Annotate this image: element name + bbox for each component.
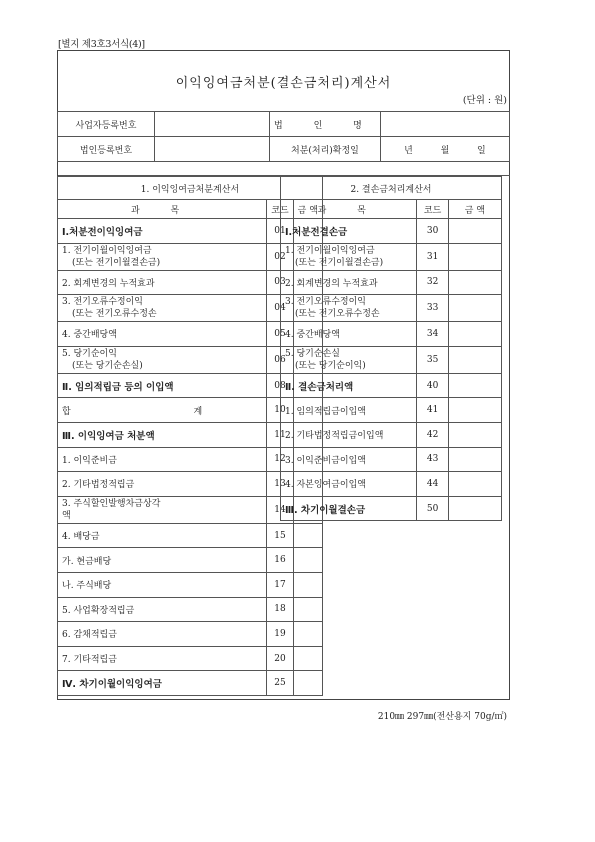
confirm-date-field[interactable] <box>380 137 509 162</box>
row-subject <box>58 671 267 696</box>
row-subject-label: Ⅱ. 결손금처리액 <box>285 381 354 393</box>
row-code: 13 <box>267 472 293 497</box>
row-code: 30 <box>417 219 448 244</box>
row-code: 40 <box>417 373 448 398</box>
row-amount-field[interactable] <box>448 346 501 373</box>
row-subject-sublabel: (또는 전기이월결손금) <box>72 257 161 268</box>
confirm-date-label: 처분(처리)확정일 <box>270 137 381 162</box>
day-label: 일 <box>477 145 486 156</box>
row-subject <box>281 398 417 423</box>
row-subject-sublabel: 액 <box>62 510 71 521</box>
corp-reg-no-field[interactable] <box>154 137 269 162</box>
row-subject-label: 6. 감채적립금 <box>62 630 117 641</box>
row-subject <box>281 472 417 497</box>
corp-name-field[interactable] <box>380 112 509 137</box>
row-code: 02 <box>267 243 293 270</box>
spacer-row <box>58 162 510 176</box>
row-amount-field[interactable] <box>448 295 501 322</box>
row-code: 42 <box>417 422 448 447</box>
row-subject <box>281 322 417 347</box>
row-subject-sublabel: (또는 전기이월결손금) <box>295 257 384 268</box>
row-subject-label: 2. 기타법정적립금 <box>62 480 135 491</box>
row-subject <box>58 548 267 573</box>
row-subject-label: 5. 사업확장적립금 <box>62 605 135 616</box>
row-subject-label: 4. 중간배당액 <box>285 330 340 341</box>
corp-reg-no-label: 법인등록번호 <box>58 137 155 162</box>
row-code: 41 <box>417 398 448 423</box>
row-subject <box>58 295 267 322</box>
table-row <box>281 219 502 244</box>
table-row <box>58 523 323 548</box>
table-row <box>281 398 502 423</box>
row-subject-label: 3. 이익준비금이입액 <box>285 455 367 466</box>
row-code: 01 <box>267 219 293 244</box>
row-subject <box>58 523 267 548</box>
row-code: 17 <box>267 572 293 597</box>
row-subject <box>281 270 417 295</box>
row-subject <box>58 646 267 671</box>
row-subject <box>58 422 267 447</box>
right-col-amount: 금 액 <box>448 200 501 219</box>
row-subject-label: 1. 임의적립금이입액 <box>285 406 367 417</box>
form-label: [별지 제3호3서식(4)] <box>58 39 145 50</box>
row-subject-label: Ⅲ. 이익잉여금 처분액 <box>62 430 155 442</box>
row-subject-label: 5. 당기순손실 <box>285 348 340 359</box>
row-code: 05 <box>267 322 293 347</box>
table-row <box>281 496 502 521</box>
row-amount-field[interactable] <box>448 219 501 244</box>
row-subject-label: 3. 전기오류수정이익 <box>285 297 367 308</box>
row-subject-label: Ⅳ. 차기이월이익잉여금 <box>62 679 162 691</box>
deficit-disposition-table <box>280 176 502 521</box>
row-code: 14 <box>267 496 293 523</box>
row-code: 08 <box>267 373 293 398</box>
row-subject-label: 2. 기타법정적립금이입액 <box>285 431 384 442</box>
row-amount-field[interactable] <box>448 243 501 270</box>
row-subject-label: 3. 주식할인발행차금상각 <box>62 498 161 509</box>
row-code: 04 <box>267 295 293 322</box>
right-col-code: 코드 <box>417 200 448 219</box>
row-amount-field[interactable] <box>448 447 501 472</box>
right-col-subject: 과 목 <box>281 200 417 219</box>
table-row <box>281 270 502 295</box>
row-amount-field[interactable] <box>293 572 322 597</box>
left-section-title: 1. 이익잉여금처분계산서 <box>58 177 323 200</box>
table-row <box>58 548 323 573</box>
table-row <box>58 597 323 622</box>
row-amount-field[interactable] <box>293 523 322 548</box>
row-subject-label: 7. 기타적립금 <box>62 655 117 666</box>
row-amount-field[interactable] <box>448 472 501 497</box>
row-subject <box>58 243 267 270</box>
row-subject-label: 2. 회계변경의 누적효과 <box>62 278 155 289</box>
row-code: 20 <box>267 646 293 671</box>
row-subject <box>58 572 267 597</box>
row-code: 34 <box>417 322 448 347</box>
row-subject-label: 1. 이익준비금 <box>62 455 117 466</box>
table-row <box>281 322 502 347</box>
business-reg-no-field[interactable] <box>154 112 269 137</box>
unit-label: (단위 : 원) <box>462 95 507 106</box>
row-subject-label: 가. 현금배당 <box>62 556 112 567</box>
row-amount-field[interactable] <box>293 597 322 622</box>
row-subject-label: 1. 전기이월이익잉여금 <box>285 245 375 256</box>
row-subject <box>281 295 417 322</box>
identity-table <box>57 111 510 176</box>
row-subject <box>58 219 267 244</box>
row-subject-label: Ⅲ. 차기이월결손금 <box>285 504 366 516</box>
row-subject-sublabel: (또는 전기오류수정손 <box>72 309 157 320</box>
table-row <box>281 295 502 322</box>
row-subject-label: 3. 전기오류수정이익 <box>62 297 144 308</box>
row-code: 32 <box>417 270 448 295</box>
row-subject <box>281 373 417 398</box>
row-subject <box>281 243 417 270</box>
left-col-subject: 과 목 <box>58 200 267 219</box>
business-reg-no-label: 사업자등록번호 <box>58 112 155 137</box>
row-code: 25 <box>267 671 293 696</box>
row-subject <box>58 373 267 398</box>
row-subject-label: 4. 배당금 <box>62 532 100 543</box>
row-subject <box>281 447 417 472</box>
row-subject-label: 합 계 <box>62 406 263 417</box>
row-code: 15 <box>267 523 293 548</box>
row-amount-field[interactable] <box>448 496 501 521</box>
row-code: 50 <box>417 496 448 521</box>
row-code: 11 <box>267 422 293 447</box>
row-code: 35 <box>417 346 448 373</box>
row-subject <box>58 496 267 523</box>
row-code: 12 <box>267 447 293 472</box>
row-code: 43 <box>417 447 448 472</box>
row-subject-label: 나. 주식배당 <box>62 581 112 592</box>
table-row <box>58 646 323 671</box>
row-subject-sublabel: (또는 당기순이익) <box>295 360 366 371</box>
row-amount-field[interactable] <box>448 270 501 295</box>
row-subject-label: Ⅰ.처분전이익잉여금 <box>62 226 143 238</box>
row-code: 31 <box>417 243 448 270</box>
table-row <box>58 622 323 647</box>
row-subject-sublabel: (또는 전기오류수정손 <box>295 309 380 320</box>
month-label: 월 <box>440 145 450 156</box>
row-amount-field[interactable] <box>448 373 501 398</box>
row-subject-label: 1. 전기이월이익잉여금 <box>62 245 152 256</box>
row-subject <box>58 622 267 647</box>
row-code: 03 <box>267 270 293 295</box>
row-subject <box>58 398 267 423</box>
left-col-amount: 금 액 <box>293 200 322 219</box>
year-label: 년 <box>404 145 413 156</box>
table-row <box>281 346 502 373</box>
row-code: 19 <box>267 622 293 647</box>
row-subject-label: 2. 회계변경의 누적효과 <box>285 278 378 289</box>
row-subject <box>58 472 267 497</box>
row-subject <box>281 422 417 447</box>
table-row <box>58 671 323 696</box>
table-row <box>281 447 502 472</box>
table-row <box>58 572 323 597</box>
table-row <box>281 373 502 398</box>
row-code: 16 <box>267 548 293 573</box>
row-subject <box>58 447 267 472</box>
row-subject-sublabel: (또는 당기순손실) <box>72 360 143 371</box>
row-code: 06 <box>267 346 293 373</box>
row-amount-field[interactable] <box>293 671 322 696</box>
row-subject-label: 4. 자본잉여금이입액 <box>285 480 367 491</box>
row-subject <box>58 270 267 295</box>
left-col-code: 코드 <box>267 200 293 219</box>
row-amount-field[interactable] <box>293 548 322 573</box>
paper-spec-footer: 210㎜ 297㎜(전산용지 70g/㎡) <box>377 712 507 722</box>
row-subject <box>58 597 267 622</box>
page-title: 이익잉여금처분(결손금처리)계산서 <box>175 76 392 91</box>
row-amount-field[interactable] <box>448 398 501 423</box>
row-code: 33 <box>417 295 448 322</box>
row-code: 44 <box>417 472 448 497</box>
row-amount-field[interactable] <box>293 622 322 647</box>
row-subject <box>58 322 267 347</box>
table-row <box>281 422 502 447</box>
row-subject-label: Ⅱ. 임의적립금 등의 이입액 <box>62 381 174 393</box>
row-subject <box>281 346 417 373</box>
corp-name-label: 법 인 명 <box>270 112 381 137</box>
row-amount-field[interactable] <box>448 422 501 447</box>
table-row <box>281 472 502 497</box>
row-code: 10 <box>267 398 293 423</box>
row-subject <box>281 219 417 244</box>
right-section-title: 2. 결손금처리계산서 <box>281 177 502 200</box>
row-subject <box>58 346 267 373</box>
row-code: 18 <box>267 597 293 622</box>
row-amount-field[interactable] <box>293 646 322 671</box>
row-subject <box>281 496 417 521</box>
row-subject-label: Ⅰ.처분전결손금 <box>285 226 348 238</box>
row-subject-label: 5. 당기순이익 <box>62 348 117 359</box>
row-subject-label: 4. 중간배당액 <box>62 330 117 341</box>
table-row <box>281 243 502 270</box>
row-amount-field[interactable] <box>448 322 501 347</box>
